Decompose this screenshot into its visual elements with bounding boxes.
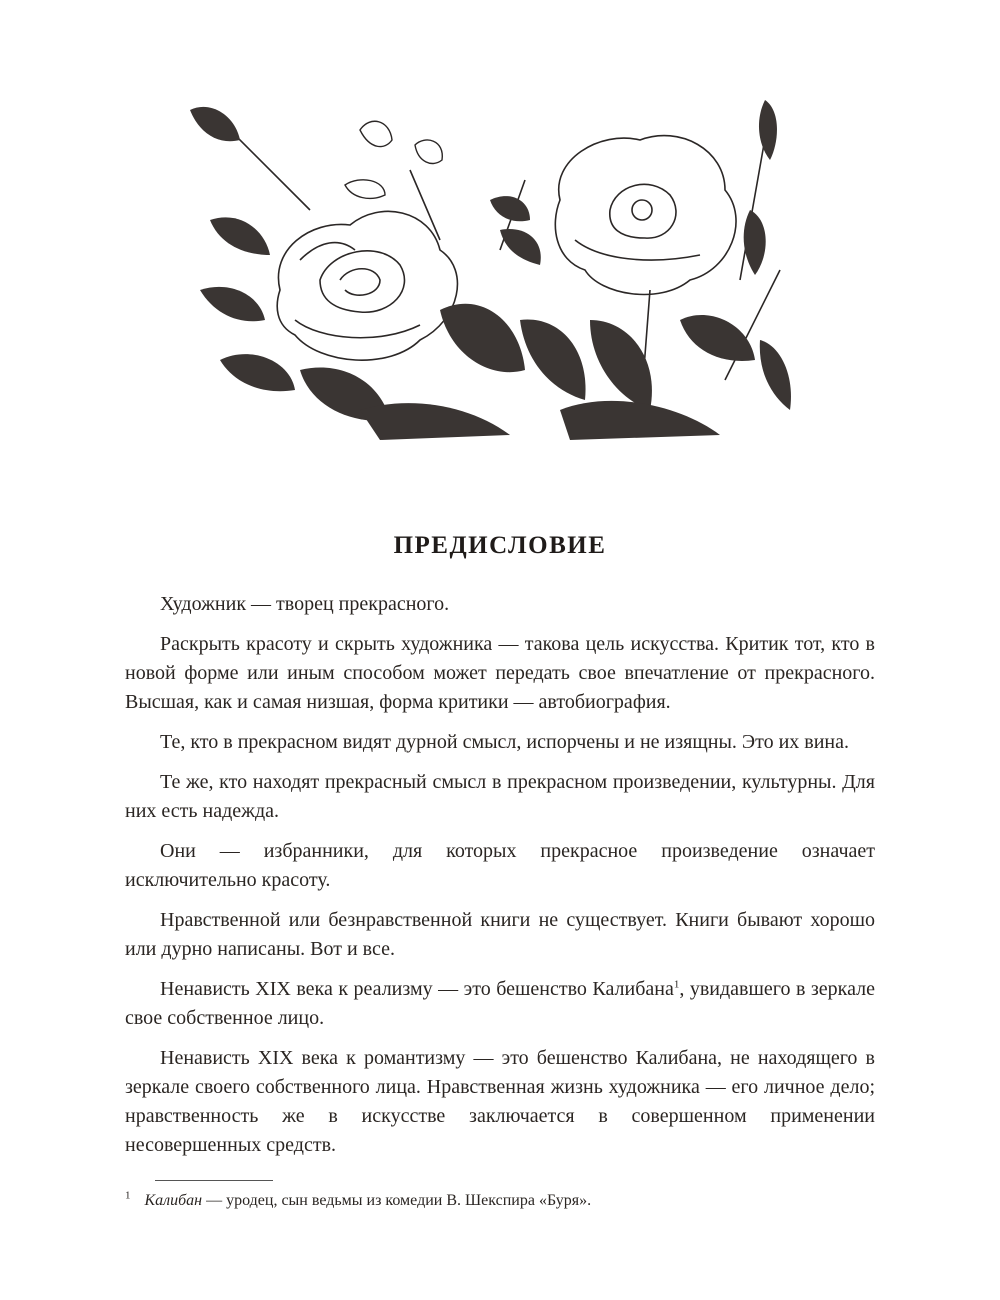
paragraph: Они — избранники, для которых прекрасное произведение означает исключительно красоту. [125,840,875,891]
footnote-number: 1 [125,1189,131,1202]
paragraph: Раскрыть красоту и скрыть художника — такова цель искусства. Критик тот, кто в новой форме или иным способом может передать свое впечатление от прекрасного. Высшая, как и самая низшая, форма критики — автобиография. [125,633,875,713]
preface-text [125,590,875,1171]
footnote-ref[interactable]: 1 [673,978,680,991]
paragraph: Те, кто в прекрасном видят дурной смысл, испорчены и не изящны. Это их вина. [160,731,850,753]
page-title: ПРЕДИСЛОВИЕ [393,531,607,559]
left-rose [277,211,457,360]
footnote [125,1189,592,1210]
paragraph-text: , увидавшего в зеркале свое собственное лицо. [125,978,876,1029]
footnote-divider [155,1180,273,1181]
paragraph [125,975,875,1033]
paragraph: Те же, кто находят прекрасный смысл в прекрасном произведении, культурны. Для них есть надежда. [125,771,875,822]
paragraph: Нравственной или безнравственной книги не существует. Книги бывают хорошо или дурно написаны. Вот и все. [125,909,875,960]
rose-buds [345,121,442,198]
footnote-text: — уродец, сын ведьмы из комедии В. Шекспира «Буря». [202,1192,592,1209]
paragraph: Художник — творец прекрасного. [160,593,450,615]
paragraph: Ненависть XIX века к романтизму — это бешенство Калибана, не находящего в зеркале своего собственного лица. Нравственная жизнь художника — его личное дело; нравственность же в искусстве заключается в совершенном применении несовершенных средств. [125,1047,875,1156]
right-rose [555,136,736,295]
floral-illustration [180,90,805,445]
footnote-term: Калибан [144,1192,203,1209]
paragraph-text: Ненависть XIX века к реализму — это бешенство Калибана [160,978,674,1000]
